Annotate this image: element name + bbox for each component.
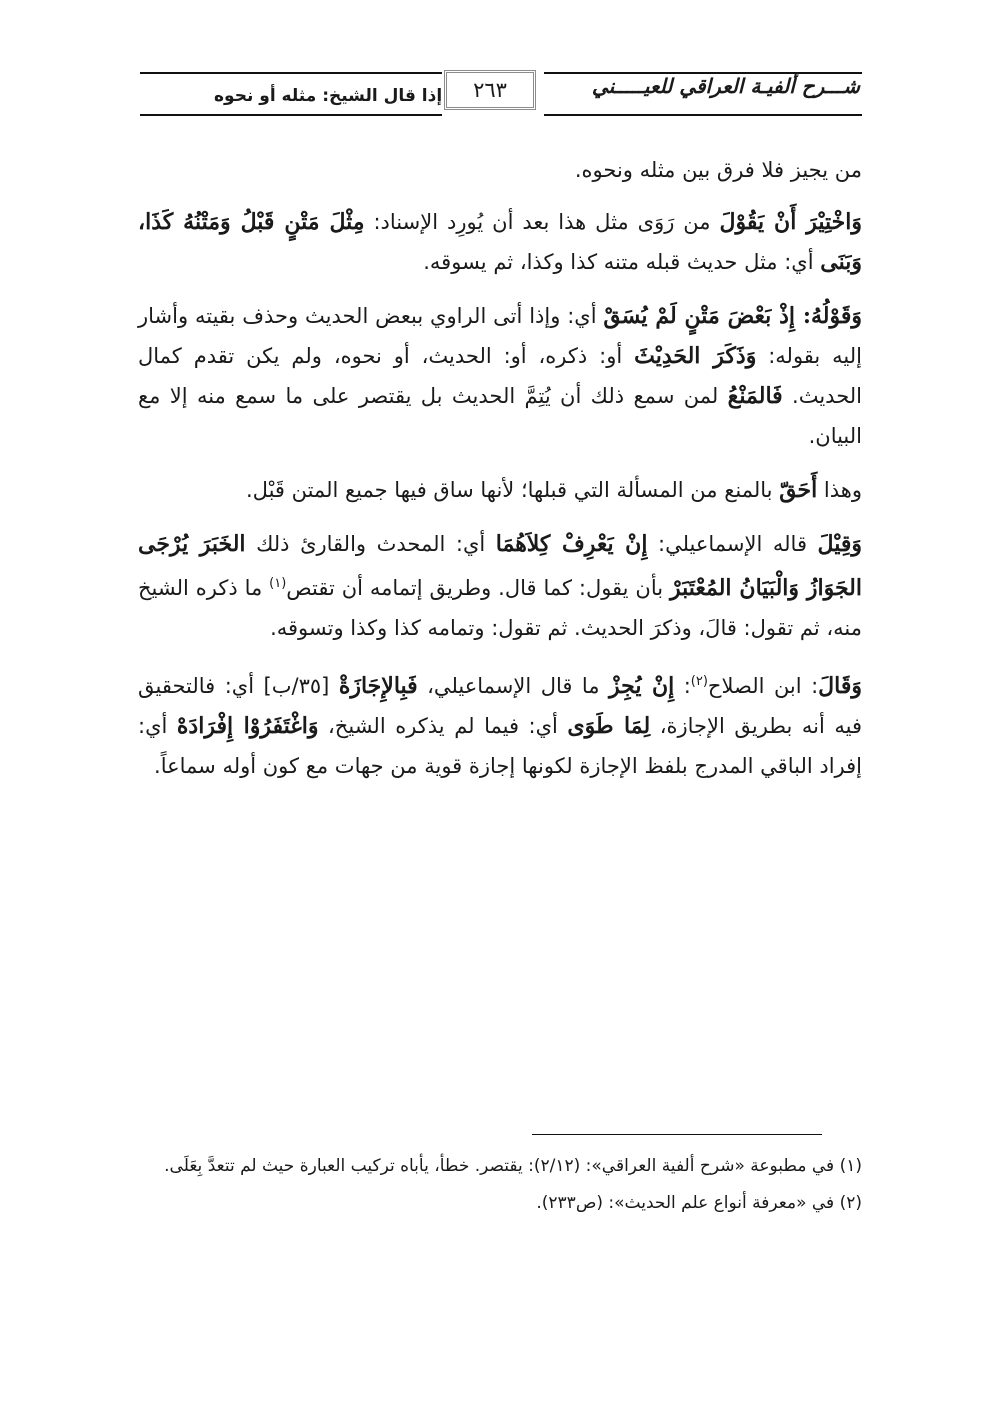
paragraph	[138, 524, 862, 648]
footnote: (١) في مطبوعة «شرح ألفية العراقي»: (٢/١٢): يقتصر. خطأ، يأباه تركيب العبارة حيث لم تتعدَّ بِعَلَى.	[164, 1156, 862, 1176]
book-title: شـــرح ألفيـة العراقي للعيـــــني	[591, 74, 860, 98]
page-number: ٢٦٣	[444, 70, 536, 110]
verse-term: وَقَالَ	[818, 673, 862, 699]
section-title: إذا قال الشيخ: مثله أو نحوه	[214, 86, 443, 106]
paragraph-text: أي: إفراد الباقي المدرج بلفظ الإجازة لكونها إجازة قوية من جهات مع كون أوله سماعاً.	[138, 714, 862, 778]
footnote: (٢) في «معرفة أنواع علم الحديث»: (ص٢٣٣).	[536, 1193, 862, 1213]
paragraph-text: بالمنع من المسألة التي قبلها؛ لأنها ساق فيها جميع المتن قَبْل.	[245, 478, 780, 502]
paragraph-text: [٣٥/ب] أي: فالتحقيق فيه أنه بطريق الإجازة،	[138, 674, 863, 738]
paragraph-text: :	[674, 674, 691, 698]
verse-term: إِنْ يَعْرِفْ كِلاَهُمَا	[495, 531, 648, 557]
paragraph-text: أي: فيما لم يذكره الشيخ،	[318, 714, 568, 738]
verse-term: إِنْ يُجِزْ	[609, 673, 675, 699]
verse-term: لِمَا طَوَى	[567, 713, 651, 739]
paragraph-text: أي: مثل حديث قبله متنه كذا وكذا، ثم يسوقه.	[423, 250, 821, 274]
verse-term: أَحَقّ	[779, 477, 818, 503]
footnote-reference: (١)	[269, 576, 287, 591]
paragraph-text: وهذا	[817, 478, 862, 502]
header-rule	[140, 72, 442, 74]
paragraph	[138, 296, 862, 456]
paragraph	[138, 662, 862, 786]
verse-term: مِثْلَ مَتْنٍ قَبْلُ وَمَتْنُهُ كَذَا، وَبَنَى	[138, 209, 862, 275]
paragraph	[138, 202, 862, 282]
page-header	[140, 66, 862, 116]
paragraph-text: : ابن الصلاح	[707, 674, 819, 698]
paragraph-text: ما ذكره الشيخ منه، ثم تقول: قالَ، وذكرَ الحديث. ثم تقول: وتمامه كذا وكذا وتسوقه.	[138, 576, 862, 640]
footnote-reference: (٢)	[690, 674, 708, 689]
paragraph-text: لمن سمع ذلك أن يُتِمَّ الحديث بل يقتصر على ما سمع منه إلا مع البيان.	[138, 384, 862, 448]
verse-term: وَقِيْلَ	[817, 531, 862, 557]
paragraph-text: ما قال الإسماعيلي،	[417, 674, 610, 698]
verse-term: الخَبَرَ يُرْجَى الجَوَازُ وَالْبَيَانُ المُعْتَبَرْ	[138, 531, 863, 601]
verse-term: وَقَوْلُهُ: إِذْ بَعْضَ مَتْنٍ لَمْ يُسَقْ	[603, 303, 862, 329]
paragraph-text: قاله الإسماعيلي:	[647, 532, 818, 556]
paragraph-text: أو: ذكره، أو: الحديث، أو نحوه، ولم يكن تقدم كمال الحديث.	[138, 344, 862, 408]
verse-term: وَاخْتِيْرَ أَنْ يَقُوْلَ	[719, 209, 862, 235]
paragraph	[138, 150, 862, 190]
paragraph-text: من رَوَى مثل هذا بعد أن يُورِد الإسناد:	[364, 210, 720, 234]
main-text	[138, 150, 862, 800]
paragraph-text: من يجيز فلا فرق بين مثله ونحوه.	[574, 158, 862, 182]
footnotes	[138, 1150, 862, 1224]
verse-term: فَالمَنْعُ	[727, 383, 783, 409]
footnote-divider	[532, 1134, 822, 1135]
header-rule	[544, 114, 862, 116]
verse-term: فَبِالإِجَازَةْ	[338, 673, 418, 699]
paragraph	[138, 470, 862, 510]
header-rule	[140, 114, 442, 116]
paragraph-text: أي: المحدث والقارئ ذلك	[245, 532, 496, 556]
paragraph-text: أي: وإذا أتى الراوي ببعض الحديث وحذف بقيته وأشار إليه بقوله:	[138, 304, 863, 368]
paragraph-text: بأن يقول: كما قال. وطريق إتمامه أن تقتص	[286, 576, 670, 600]
verse-term: وَاغْتَفَرُوْا إِفْرَادَهْ	[176, 713, 319, 739]
verse-term: وَذَكَرَ الحَدِيْثَ	[634, 343, 757, 369]
